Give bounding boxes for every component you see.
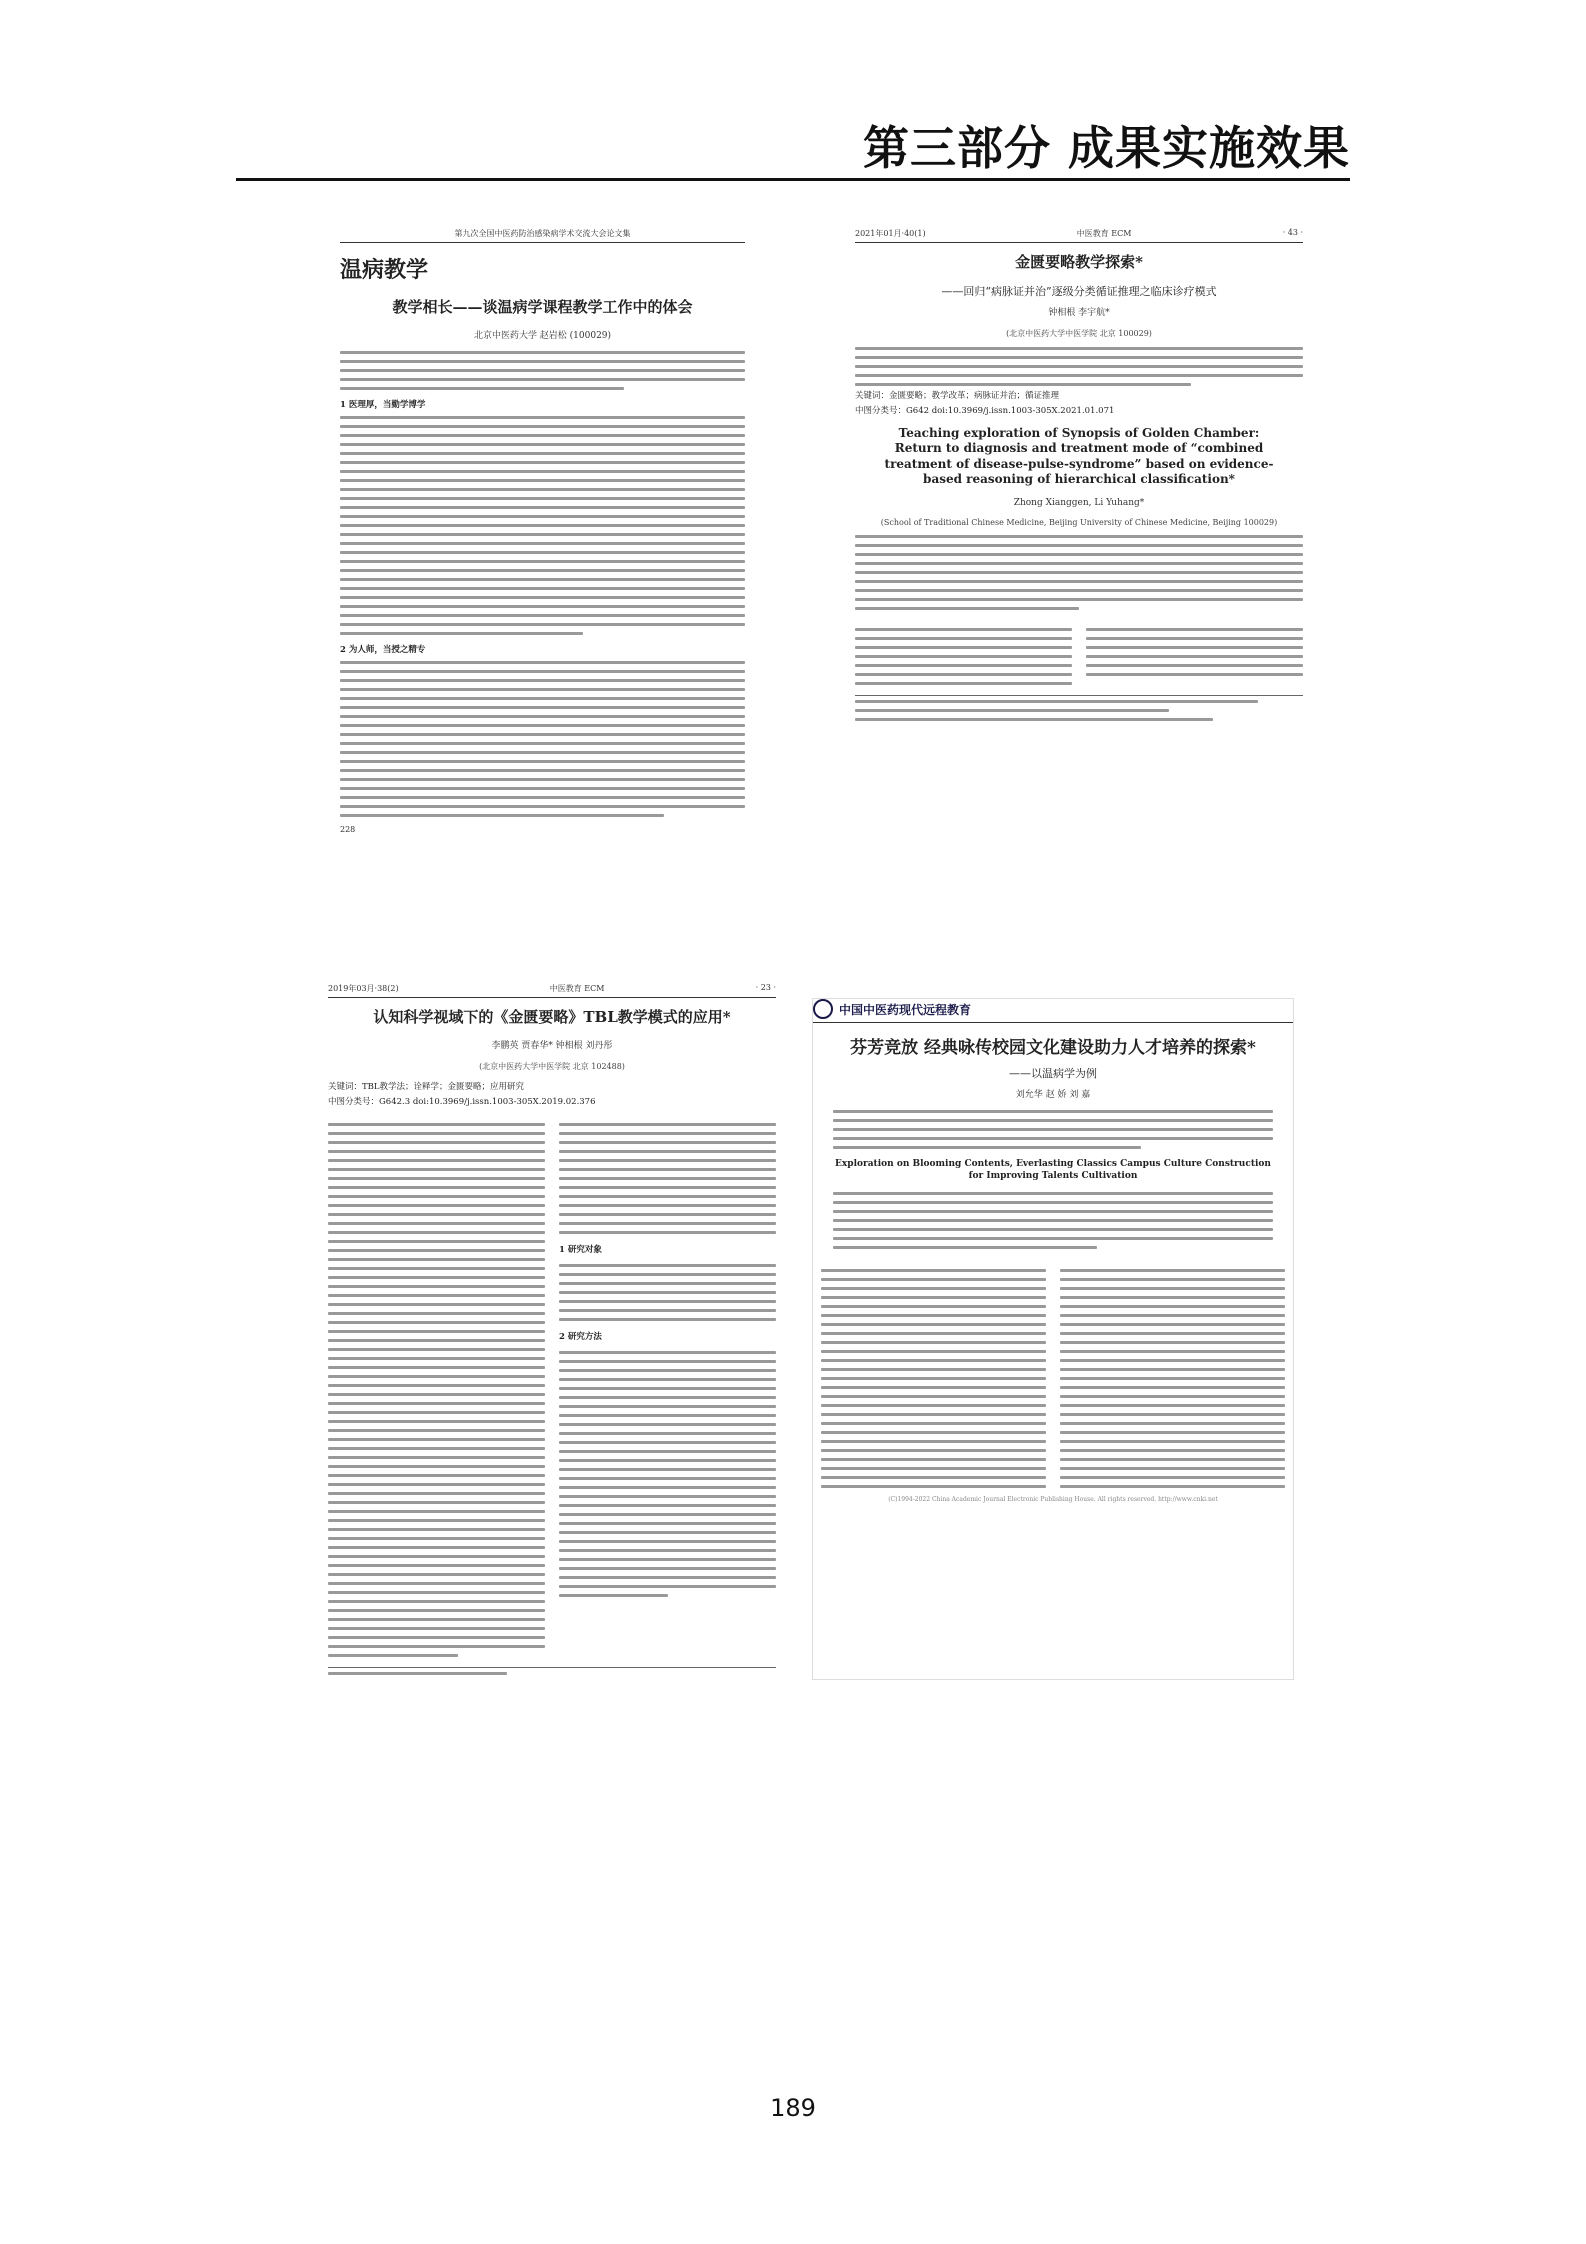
running-head-left: 2021年01月·40(1) [855,229,926,238]
running-head [340,228,745,243]
journal-logo [813,999,971,1019]
running-head-right: · 43 · [1282,228,1303,237]
footnote [855,695,1303,721]
english-affiliation: (School of Traditional Chinese Medicine, Beijing University of Chinese Medicine, Beijing 100029) [880,517,1278,527]
article-subtitle: ——以温病学为例 [1009,1067,1097,1081]
copyright-notice: (C)1994-2022 China Academic Journal Electronic Publishing House. All rights reserved. http://www.cnki.net [888,1496,1218,1504]
thumbnail-4 [812,998,1294,1680]
affiliation: (北京中医药大学中医学院 北京 100029) [1006,328,1152,338]
section-heading-2: 2 为人师，当授之精专 [340,644,426,655]
article-title: 金匮要略教学探索* [1015,253,1143,271]
affiliation: (北京中医药大学中医学院 北京 102488) [479,1061,625,1071]
section-title: 第三部分 成果实施效果 [862,121,1350,175]
classification: 中图分类号：G642 doi:10.3969/j.issn.1003-305X.2021.01.071 [855,405,1115,416]
keywords: 关键词：金匮要略；教学改革；病脉证并治；循证推理 [855,390,1060,401]
author-line: 北京中医药大学 赵岩松 (100029) [473,330,612,341]
english-abstract [855,535,1303,610]
column-label: 温病教学 [340,257,429,283]
logo-text: 中国中医药现代远程教育 [839,1002,972,1017]
article-title: 认知科学视域下的《金匮要略》TBL教学模式的应用* [373,1008,731,1026]
running-head-center: 中医教育 ECM [1076,229,1132,238]
section-heading-1: 1 医理厚，当勤学博学 [340,399,426,410]
thumbnail-1 [340,228,745,918]
body-columns [813,1263,1293,1488]
running-head-text: 第九次全国中医药防治感染病学术交流大会论文集 [454,229,631,238]
english-title: Exploration on Blooming Contents, Everlasting Classics Campus Culture Construction for Improving Talents Cultivation [835,1159,1271,1181]
running-head [328,983,776,998]
thumbnail-2 [855,228,1303,918]
footnote [328,1667,776,1679]
running-head-center: 中医教育 ECM [549,984,605,993]
article-subtitle: ——回归“病脉证并治”逐级分类循证推理之临床诊疗模式 [941,284,1217,298]
running-head [813,999,1293,1023]
running-head-left: 2019年03月·38(2) [328,984,399,993]
article-title: 教学相长——谈温病学课程教学工作中的体会 [392,298,693,316]
author-line: 钟相根 李宇航* [1048,307,1110,318]
running-head [855,228,1303,243]
body-text [340,661,745,817]
keywords: 关键词：TBL教学法；诠释学；金匮要略；应用研究 [328,1081,525,1092]
body-text [340,351,745,390]
section-heading-2: 2 研究方法 [559,1331,602,1342]
body-text [340,416,745,635]
section-heading-1: 1 研究对象 [559,1244,602,1255]
abstract-text [855,347,1303,386]
body-columns [855,622,1303,685]
classification: 中图分类号：G642.3 doi:10.3969/j.issn.1003-305X.2019.02.376 [328,1096,596,1107]
running-head-right: · 23 · [755,983,776,992]
english-title: Teaching exploration of Synopsis of Golden Chamber: Return to diagnosis and treatment mode of “combined treatment of disease-pulse-syndrome” based on evidence-based reasoning of hierarchical classification* [884,425,1274,487]
page-number-small: 228 [340,824,356,834]
author-line: 刘允华 赵 娇 刘 嘉 [1015,1090,1091,1101]
logo-mark-icon [813,999,833,1019]
english-author: Zhong Xianggen, Li Yuhang* [1013,497,1145,508]
english-abstract [813,1192,1293,1249]
article-title: 芬芳竞放 经典咏传校园文化建设助力人才培养的探索* [850,1038,1256,1058]
thumbnail-3 [328,983,776,1678]
body-columns [328,1117,776,1657]
abstract-text [813,1110,1293,1149]
page-number: 189 [770,2094,816,2122]
author-line: 李鹏英 贾春华* 钟相根 刘丹彤 [491,1040,613,1051]
title-rule [236,178,1350,181]
